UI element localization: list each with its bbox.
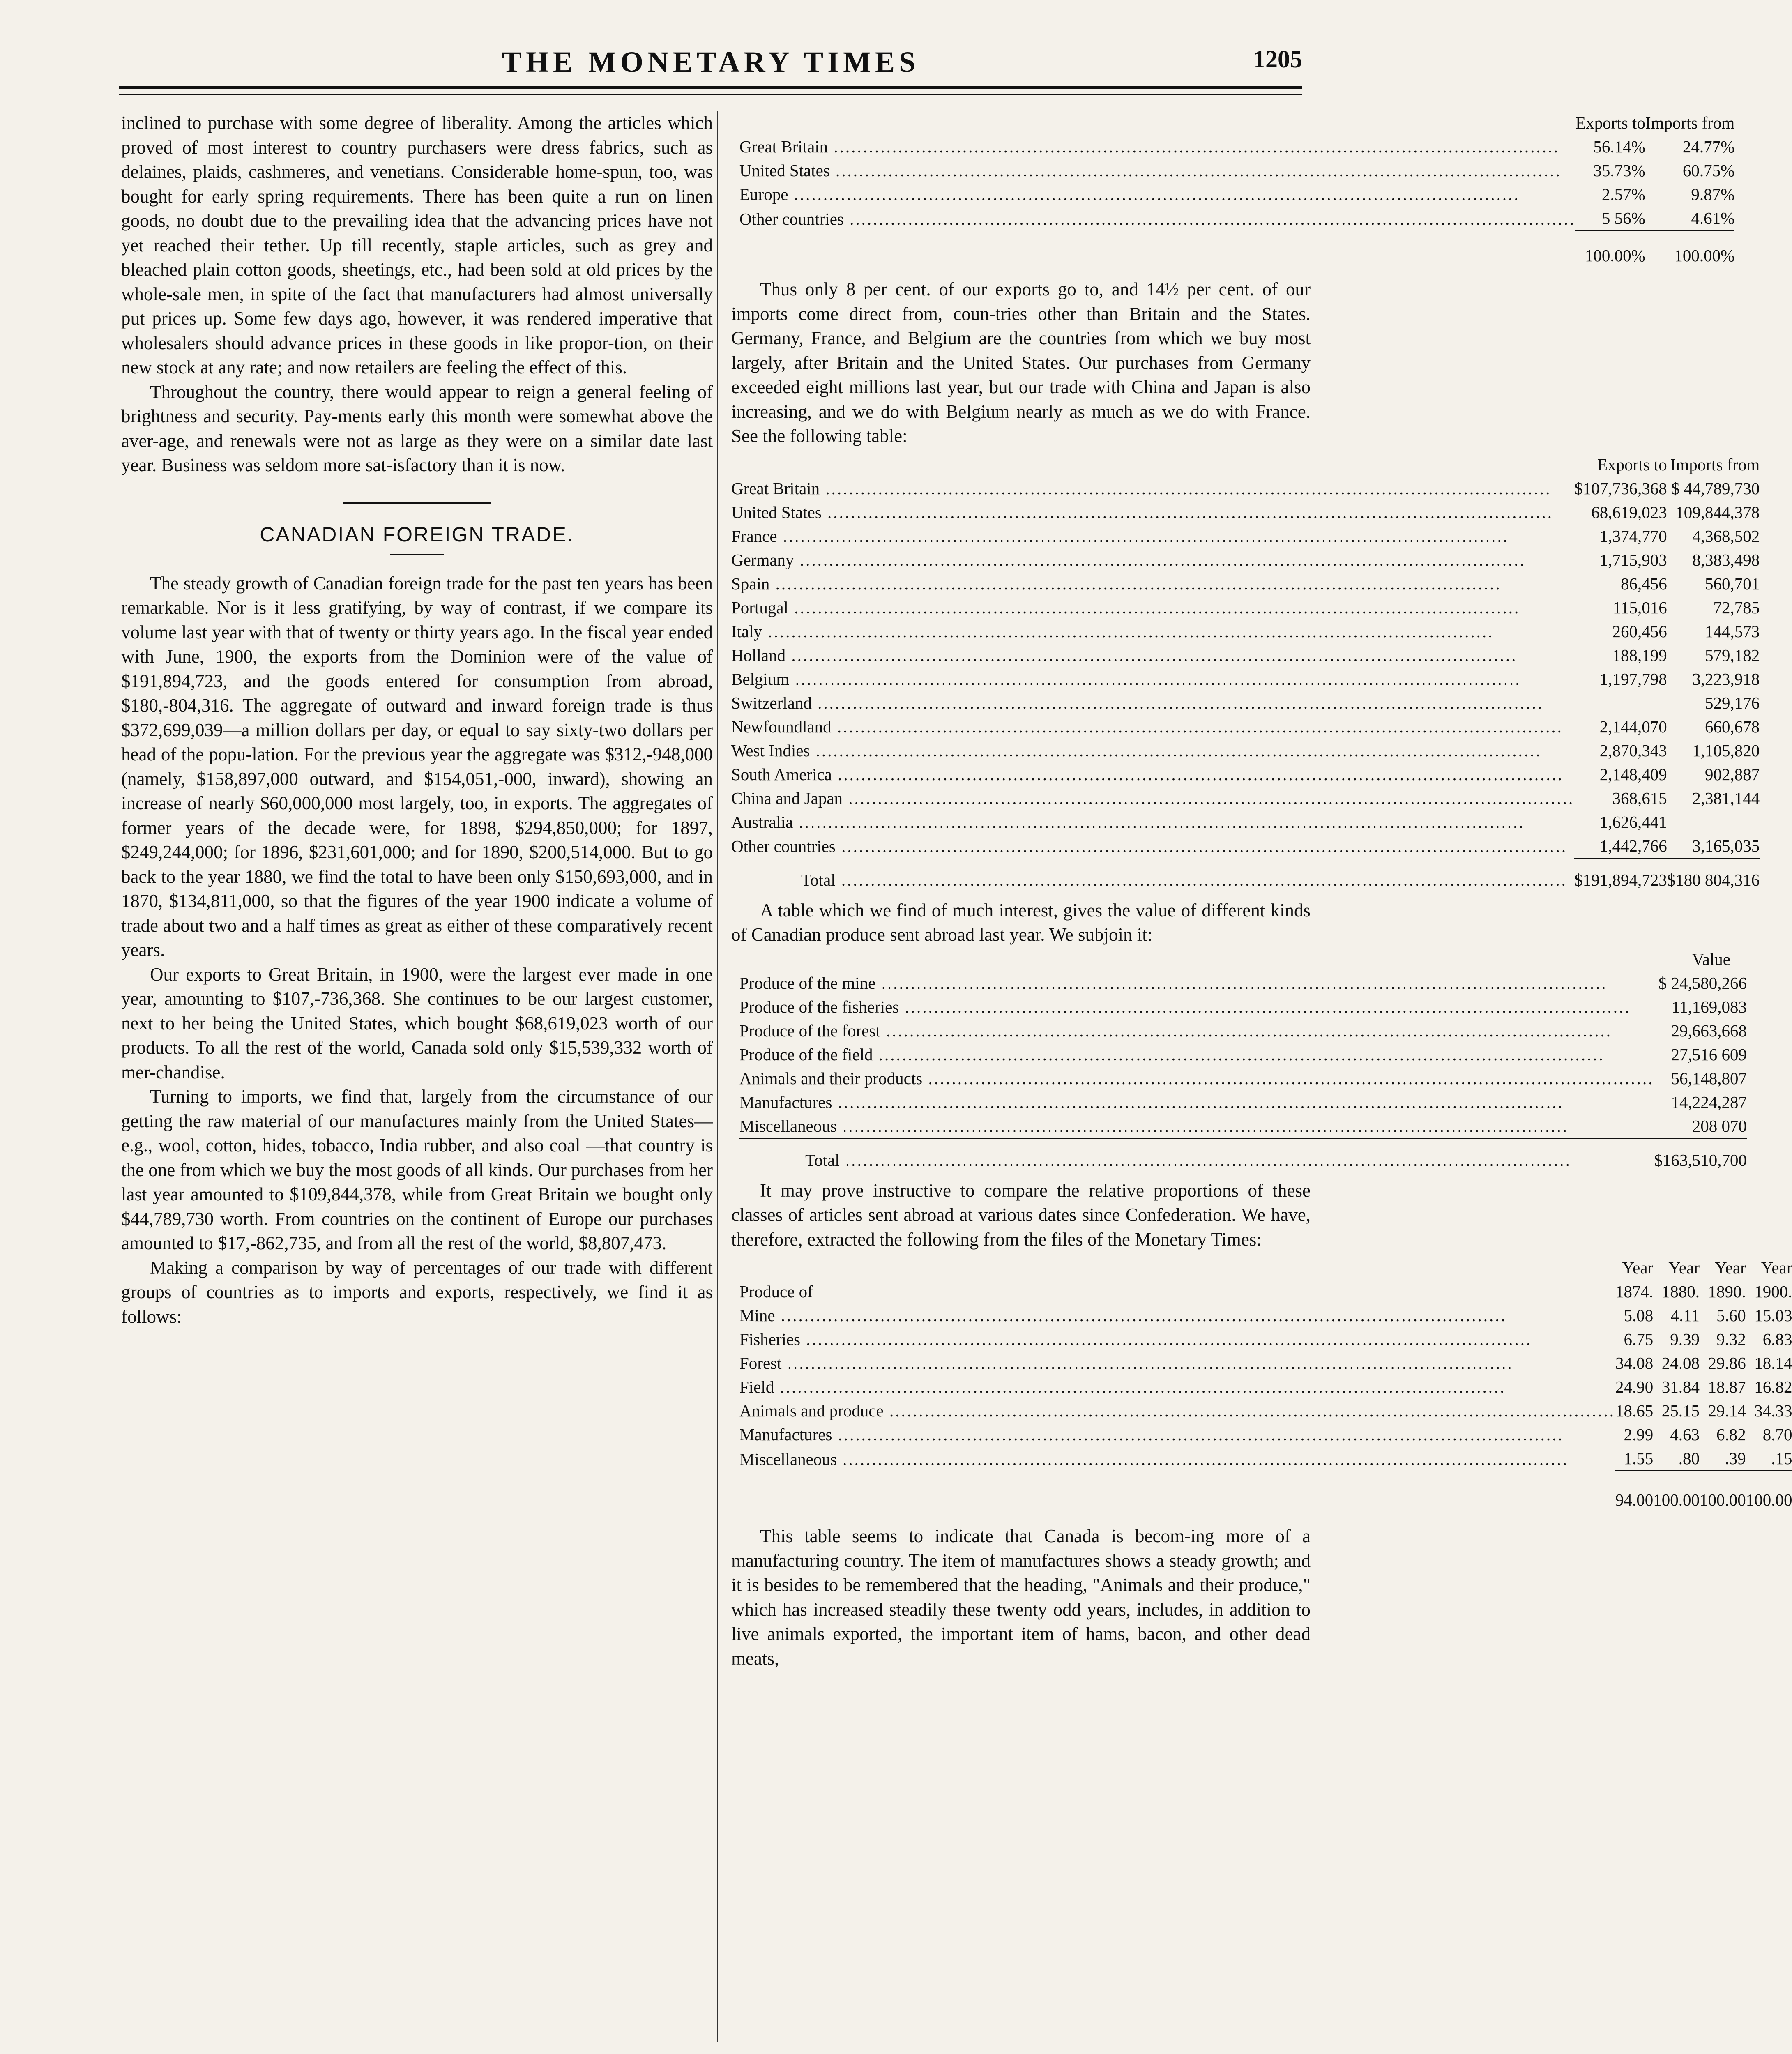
row-label: Fisheries [739, 1330, 801, 1349]
dot-leader [800, 1330, 1532, 1349]
row-label: Great Britain [731, 479, 820, 498]
table-row [739, 1375, 1792, 1399]
imports-cell: 660,678 [1704, 717, 1760, 736]
table-row [731, 667, 1760, 691]
table-row [739, 1351, 1792, 1375]
total-row [731, 858, 1760, 892]
imports-cell: 109,844,378 [1675, 502, 1760, 522]
row-label: Mine [739, 1306, 775, 1325]
row-label-cell [739, 135, 1575, 159]
paragraph: Turning to imports, we find that, largely from the circumstance of our getting the raw material of our manufactures mainly from the United States—e.g., wool, cotton, hides, tobacco, India rubber, and also coal —that country is the one from which we buy the most goods of all kinds. Our purchases from her last year amounted to $109,844,378, while from Great Britain we bought only $44,789,730 worth. From countries on the continent of Europe our purchases amounted to $17,-862,735, and from all the rest of the world, $8,807,473. [121, 1086, 713, 1253]
table-row [739, 182, 1734, 206]
dot-leader [832, 1093, 1564, 1112]
dot-leader [794, 550, 1526, 569]
total-cell: 100.00% [1645, 231, 1735, 268]
dot-leader [789, 670, 1521, 689]
percent-cell: 18.87 [1708, 1377, 1746, 1396]
exports-cell: 1,374,770 [1599, 526, 1667, 546]
percent-cell: 29.86 [1708, 1354, 1746, 1372]
dot-leader [880, 1021, 1612, 1040]
percent-cell: 9.32 [1716, 1330, 1746, 1349]
dot-leader [832, 1425, 1564, 1444]
exports-cell: 68,619,023 [1591, 502, 1667, 522]
row-label-cell [739, 1019, 1654, 1043]
table-row [731, 619, 1760, 643]
percent-cell: .80 [1678, 1449, 1700, 1468]
value-cell: 14,224,287 [1671, 1092, 1747, 1112]
exports-cell: 1,626,441 [1599, 812, 1667, 831]
row-label-cell [739, 1399, 1615, 1423]
dot-leader [822, 503, 1553, 522]
table-row [731, 810, 1760, 834]
row-label-cell [731, 786, 1574, 810]
imports-cell: 60.75% [1682, 161, 1735, 180]
table-row [731, 786, 1760, 810]
row-label-cell [731, 500, 1574, 524]
dot-leader [775, 1306, 1507, 1325]
exports-cell: 2,870,343 [1599, 741, 1667, 760]
column-header: Year [1715, 1258, 1746, 1277]
percent-cell: .15 [1771, 1449, 1792, 1468]
table-row [739, 1399, 1792, 1423]
total-cell: 94.00 [1615, 1471, 1653, 1512]
table-row [739, 1423, 1792, 1446]
row-label: Other countries [739, 209, 844, 228]
exports-cell: 1,442,766 [1599, 836, 1667, 855]
paragraph: A table which we find of much interest, gives the value of different kinds of Canadian produce sent abroad last year. We subjoin it: [731, 900, 1311, 945]
table-row [731, 715, 1760, 739]
dot-leader [769, 574, 1501, 593]
exports-cell: 260,456 [1612, 622, 1667, 641]
dot-leader [810, 741, 1541, 760]
table-header-row [731, 453, 1760, 477]
exports-cell: 115,016 [1613, 598, 1667, 617]
column-header: Imports from [1670, 455, 1760, 474]
total-label: Total [805, 1150, 840, 1170]
country-trade-table [731, 453, 1760, 892]
year-row [739, 1280, 1792, 1303]
percent-cell: 6.83 [1762, 1330, 1792, 1349]
dot-leader [812, 693, 1543, 712]
row-label-cell [739, 1043, 1654, 1066]
imports-cell: 3,223,918 [1692, 669, 1760, 689]
imports-cell: 4,368,502 [1692, 526, 1760, 546]
column-header: Year [1622, 1258, 1654, 1277]
row-label: Holland [731, 645, 786, 665]
imports-cell: 24.77% [1682, 137, 1735, 156]
exports-cell: 188,199 [1612, 645, 1667, 665]
table-row [739, 1043, 1747, 1066]
row-label-cell [731, 596, 1574, 619]
table-header-row [739, 111, 1734, 135]
row-label: United States [731, 502, 822, 522]
row-label: France [731, 526, 777, 546]
table-row [739, 206, 1734, 231]
table-header-row [739, 1256, 1792, 1280]
table-row [739, 971, 1747, 995]
total-cell: 100.00 [1700, 1471, 1746, 1512]
row-label-cell [739, 1327, 1615, 1351]
year-cell: 1890. [1708, 1282, 1746, 1301]
percent-cell: 15.03 [1754, 1306, 1792, 1325]
row-label-cell [739, 971, 1654, 995]
percent-cell: 34.08 [1615, 1354, 1654, 1372]
dot-leader [836, 837, 1567, 856]
percent-cell: 4.63 [1670, 1425, 1700, 1444]
row-label: Europe [739, 185, 788, 204]
value-cell: 208 070 [1692, 1116, 1747, 1135]
row-label-cell [731, 524, 1574, 548]
table-row [731, 548, 1760, 572]
total-row [739, 231, 1734, 268]
row-label-cell [739, 1066, 1654, 1090]
row-label: Newfoundland [731, 717, 832, 736]
dot-leader [922, 1069, 1654, 1088]
row-label-cell [739, 1423, 1615, 1446]
row-label-cell [731, 739, 1574, 762]
percent-cell: 5.60 [1716, 1306, 1746, 1325]
row-label: Manufactures [739, 1092, 832, 1112]
percent-cell: 24.08 [1661, 1354, 1700, 1372]
exports-cell: 1,715,903 [1599, 550, 1667, 569]
row-label: Forest [739, 1354, 782, 1372]
row-label: Miscellaneous [739, 1116, 837, 1135]
imports-cell [1667, 810, 1760, 834]
imports-cell: 529,176 [1704, 693, 1760, 712]
total-cell: 100.00 [1653, 1471, 1700, 1512]
table-row [731, 834, 1760, 859]
exports-cell: 86,456 [1620, 574, 1667, 593]
year-cell: 1880. [1661, 1282, 1700, 1301]
row-label: Animals and produce [739, 1401, 884, 1420]
row-label: Produce of the mine [739, 973, 876, 992]
table-header-row [739, 947, 1747, 971]
column-header: Year [1761, 1258, 1792, 1277]
dot-leader [837, 1450, 1569, 1469]
imports-cell: 2,381,144 [1692, 788, 1760, 808]
row-label-cell [731, 477, 1574, 500]
row-label-cell [739, 995, 1654, 1019]
right-column [731, 111, 1792, 1671]
value-cell: 27,516 609 [1671, 1045, 1747, 1064]
table-row [739, 159, 1734, 182]
table-row [739, 995, 1747, 1019]
row-label-cell [739, 1351, 1615, 1375]
year-cell: 1900. [1754, 1282, 1792, 1301]
value-cell: 11,169,083 [1671, 997, 1747, 1016]
dot-leader [782, 1354, 1513, 1372]
left-column [121, 111, 713, 1329]
exports-cell: 1,197,798 [1599, 669, 1667, 689]
table-row [739, 135, 1734, 159]
row-label-cell [739, 1375, 1615, 1399]
row-label: Great Britain [739, 137, 828, 156]
exports-cell: 2,148,409 [1599, 764, 1667, 784]
percent-cell: 18.65 [1615, 1401, 1654, 1420]
value-cell: 29,663,668 [1671, 1021, 1747, 1040]
row-label-cell [739, 1090, 1654, 1114]
dot-leader [843, 789, 1574, 808]
total-cell: $163,510,700 [1654, 1138, 1747, 1172]
imports-cell: $ 44,789,730 [1671, 479, 1760, 498]
row-label: Spain [731, 574, 770, 593]
row-label-cell [739, 1446, 1615, 1471]
section-divider [343, 502, 491, 504]
exports-cell: 35.73% [1593, 161, 1645, 180]
column-header: Exports to [1575, 113, 1645, 132]
total-cell: 100.00% [1575, 231, 1645, 268]
row-label-cell [739, 182, 1575, 206]
column-header: Value [1692, 949, 1730, 969]
row-label-cell [739, 206, 1575, 231]
row-label-cell [731, 572, 1574, 596]
row-label: China and Japan [731, 788, 843, 808]
exports-cell: 5 56% [1601, 209, 1645, 228]
percent-cell: 9.39 [1670, 1330, 1700, 1349]
header-rule-thick [119, 86, 1302, 89]
row-label: Other countries [731, 837, 836, 856]
percent-cell: 18.14 [1754, 1354, 1792, 1372]
page-header [119, 41, 1302, 86]
row-label-cell [731, 619, 1574, 643]
dot-leader [884, 1401, 1615, 1420]
column-divider [717, 111, 718, 2042]
dot-leader [788, 185, 1520, 204]
row-label-cell [731, 834, 1574, 859]
table-row [739, 1303, 1792, 1327]
row-label-cell [739, 159, 1575, 182]
percent-cell: 6.82 [1716, 1425, 1746, 1444]
paragraph: Throughout the country, there would appear to reign a general feeling of brightness and security. Pay-ments early this month were somewhat above the aver-age, and renewals were not as large as they were on a similar date last year. Business was seldom more sat-isfactory than it is now. [121, 381, 713, 475]
exports-cell: 2,144,070 [1599, 717, 1667, 736]
row-label: Australia [731, 812, 793, 831]
imports-cell: 8,383,498 [1692, 550, 1760, 569]
paragraph: Making a comparison by way of percentages of our trade with different groups of countries as to imports and exports, respectively, we find it as follows: [121, 1257, 713, 1327]
table-row [739, 1066, 1747, 1090]
dot-leader [793, 813, 1525, 831]
dot-leader [875, 974, 1607, 992]
dot-leader [830, 161, 1562, 180]
percent-cell: .39 [1725, 1449, 1746, 1468]
page-number: 1205 [1253, 46, 1302, 73]
imports-cell: 1,105,820 [1692, 741, 1760, 760]
exports-cell: 368,615 [1612, 788, 1667, 808]
section-divider-short [390, 554, 444, 555]
imports-cell: 579,182 [1704, 645, 1760, 665]
imports-cell: 4.61% [1691, 209, 1735, 228]
imports-cell: 560,701 [1704, 574, 1760, 593]
exports-cell: 2.57% [1601, 185, 1645, 204]
row-label: Produce of [739, 1282, 813, 1301]
proportions-table [739, 1256, 1792, 1512]
column-header: Year [1668, 1258, 1700, 1277]
percent-cell: 6.75 [1624, 1330, 1654, 1349]
row-label: Manufactures [739, 1425, 832, 1444]
percent-cell: 31.84 [1661, 1377, 1700, 1396]
table-row [739, 1019, 1747, 1043]
row-label: Portugal [731, 598, 788, 617]
total-label: Total [801, 870, 836, 889]
row-label: Produce of the forest [739, 1021, 880, 1040]
imports-cell: 144,573 [1704, 622, 1760, 641]
paragraph: Thus only 8 per cent. of our exports go to, and 14½ per cent. of our imports come direct from, coun-tries other than Britain and the States. Germany, France, and Belgium are the countries from which we buy most largely, after Britain and the United States. Our purchases from Germany exceeded eight millions last year, but our trade with China and Japan is also increasing, and we do with Belgium nearly as much as we do with France. See the following table: [731, 279, 1311, 446]
table-row [731, 691, 1760, 715]
column-header: Imports from [1645, 113, 1735, 132]
value-cell: 56,148,807 [1671, 1068, 1747, 1088]
year-cell: 1874. [1615, 1282, 1654, 1301]
row-label-cell [731, 715, 1574, 739]
exports-cell: 56.14% [1593, 137, 1645, 156]
table-row [739, 1446, 1792, 1471]
paragraph: It may prove instructive to compare the relative proportions of these classes of articles sent abroad at various dates since Confederation. We have, therefore, extracted the following from the files of the Monetary Times: [731, 1180, 1311, 1250]
row-label: Italy [731, 622, 762, 641]
dot-leader [832, 765, 1564, 784]
row-label: Switzerland [731, 693, 812, 712]
percent-cell: 4.11 [1670, 1306, 1700, 1325]
table-row [739, 1114, 1747, 1139]
masthead: THE MONETARY TIMES [502, 46, 920, 78]
produce-value-table [739, 947, 1747, 1172]
row-label: United States [739, 161, 830, 180]
percent-cell: 8.70 [1762, 1425, 1792, 1444]
paragraph: The steady growth of Canadian foreign trade for the past ten years has been remarkable. Nor is it less gratifying, by way of contrast, if we compare its volume last year with that of twenty or thirty years ago. In the fiscal year ended with June, 1900, the exports from the Dominion were of the value of $191,894,723, and the goods entered for consumption from abroad, $180,-804,316. The aggregate of outward and inward foreign trade is thus $372,699,039—a million dollars per day, or equal to say sixty-two dollars per head of the popu-lation. For the previous year the aggregate was $312,-948,000 (namely, $158,897,000 outward, and $154,051,-000, inward), showing an increase of nearly $60,000,000 most largely, too, in exports. The aggregates of former years of the decade were, for 1898, $294,850,000; for 1897, $249,244,000; for 1896, $231,601,000; and for 1890, $200,514,000. But to go back to the year 1880, we find the total to have been only $150,693,000, and in 1870, $134,811,000, so that the figures of the year 1900 indicate a volume of trade about two and a half times as great as either of these comparatively recent years. [121, 573, 713, 960]
dot-leader [844, 210, 1575, 228]
row-label: Produce of the fisheries [739, 997, 899, 1016]
row-label: South America [731, 764, 832, 784]
row-label-cell [731, 667, 1574, 691]
dot-leader [899, 997, 1631, 1016]
percent-cell: 29.14 [1708, 1401, 1746, 1420]
dot-leader [777, 527, 1509, 546]
section-title: CANADIAN FOREIGN TRADE. [260, 523, 574, 546]
dot-leader [785, 646, 1517, 665]
header-rule-thin [119, 94, 1302, 95]
row-label-cell [739, 1114, 1654, 1139]
row-label-cell [731, 810, 1574, 834]
total-row [739, 1138, 1747, 1172]
table-row [731, 500, 1760, 524]
value-cell: $ 24,580,266 [1658, 973, 1747, 992]
percent-cell: 34.33 [1754, 1401, 1792, 1420]
row-label: West Indies [731, 741, 810, 760]
row-label-cell [731, 643, 1574, 667]
imports-cell: 902,887 [1704, 764, 1760, 784]
table-row [739, 1327, 1792, 1351]
dot-leader [837, 1117, 1569, 1135]
paragraph: Our exports to Great Britain, in 1900, were the largest ever made in one year, amounting to $107,-736,368. She continues to be our largest customer, next to her being the United States, which bought $68,619,023 worth of our products. To all the rest of the world, Canada sold only $15,539,332 worth of mer-chandise. [121, 964, 713, 1082]
imports-cell: 72,785 [1713, 598, 1760, 617]
table-row [731, 762, 1760, 786]
percent-cell: 5.08 [1624, 1306, 1654, 1325]
dot-leader [832, 717, 1563, 736]
dot-leader [788, 598, 1520, 617]
row-label-cell [731, 548, 1574, 572]
dot-leader [762, 622, 1494, 641]
column-header: Exports to [1597, 455, 1667, 474]
row-label: Produce of the field [739, 1045, 873, 1064]
dot-leader [873, 1045, 1604, 1064]
total-row [739, 1471, 1792, 1512]
dot-leader [828, 137, 1559, 156]
imports-cell: 9.87% [1691, 185, 1735, 204]
table-row [731, 477, 1760, 500]
percent-cell: 1.55 [1624, 1449, 1654, 1468]
row-label-cell [739, 1303, 1615, 1327]
percent-cell: 25.15 [1661, 1401, 1700, 1420]
row-label: Germany [731, 550, 794, 569]
imports-cell: 3,165,035 [1692, 836, 1760, 855]
table-row [731, 524, 1760, 548]
paragraph: This table seems to indicate that Canada is becom-ing more of a manufacturing country. The item of manufactures shows a steady growth; and it is besides to be remembered that the heading, "Animals and their produce," which has increased steadily these twenty odd years, includes, in addition to live animals exported, the important item of hams, bacon, and other dead meats, [731, 1526, 1311, 1669]
table-row [731, 572, 1760, 596]
percent-cell: 24.90 [1615, 1377, 1654, 1396]
percent-cell: 16.82 [1754, 1377, 1792, 1396]
row-label-cell [731, 691, 1574, 715]
row-label: Miscellaneous [739, 1449, 837, 1469]
row-label: Belgium [731, 669, 790, 689]
exports-cell: $107,736,368 [1574, 479, 1667, 498]
table-row [739, 1090, 1747, 1114]
paragraph: inclined to purchase with some degree of liberality. Among the articles which proved of most interest to country purchasers were dress fabrics, such as delaines, plaids, cashmeres, and venetians. Considerable home-spun, too, was bought for early spring requirements. There has been quite a run on linen goods, no doubt due to the prevailing idea that the advancing prices have not yet reached their tether. Up till recently, staple articles, such as grey and bleached plain cotton goods, sheetings, etc., had been sold at old prices by the whole-sale men, in spite of the fact that manufacturers had almost universally put prices up. Some few days ago, however, it was rendered imperative that wholesalers should advance prices in these goods in like propor-tion, on their new stock at any rate; and now retailers are feeling the effect of this. [121, 113, 713, 378]
exports-cell [1574, 691, 1667, 715]
table-row [731, 596, 1760, 619]
dot-leader [774, 1377, 1506, 1396]
table-row [731, 739, 1760, 762]
percentage-table [739, 111, 1734, 267]
row-label: Field [739, 1377, 774, 1396]
dot-leader [820, 479, 1551, 498]
row-label: Animals and their products [739, 1068, 923, 1088]
total-cell: 100.00 [1746, 1471, 1792, 1512]
total-cell: $180 804,316 [1667, 858, 1760, 892]
table-row [731, 643, 1760, 667]
total-cell: $191,894,723 [1574, 858, 1667, 892]
row-label-cell [731, 762, 1574, 786]
percent-cell: 2.99 [1624, 1425, 1654, 1444]
